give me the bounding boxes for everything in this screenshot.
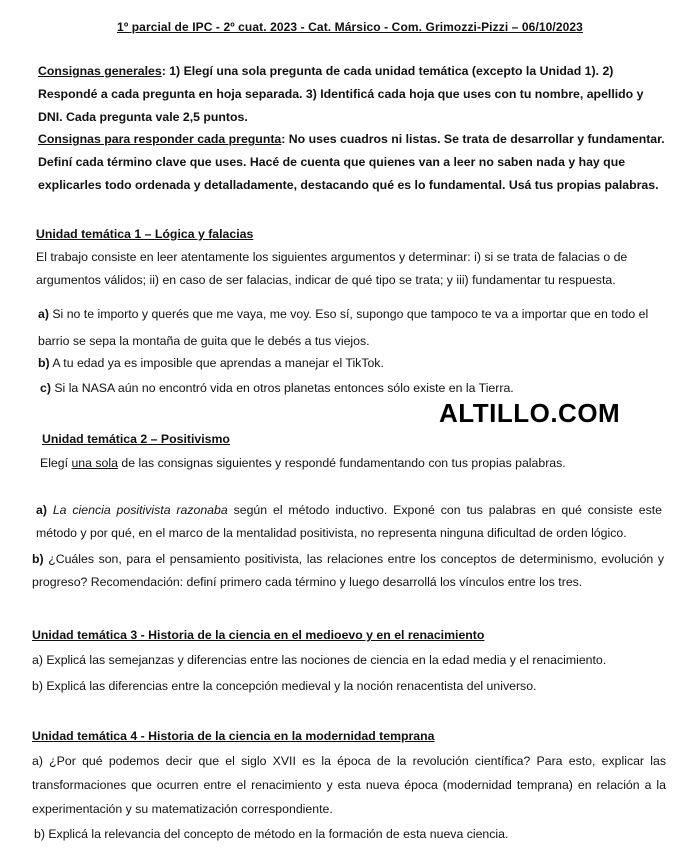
unit1-item-c-label: c)	[40, 381, 51, 395]
unit2-heading: Unidad temática 2 – Positivismo	[42, 432, 230, 446]
unit2-intro-pre: Elegí	[40, 456, 72, 470]
unit2-intro-post: de las consignas siguientes y respondé fundamentando con tus propias palabras.	[117, 456, 566, 470]
unit1-item-a	[38, 301, 670, 355]
unit2-item-a-text: según el método inductivo. Exponé con tus palabras en qué consiste este método y por qué, en el marco de la mentalidad positivista, no representa ninguna dificultad de orden lógico.	[36, 503, 662, 540]
unit2-item-a-label: a)	[36, 503, 47, 517]
unit3-item-a: a) Explicá las semejanzas y diferencias entre las nociones de ciencia en la edad media y el renacimiento.	[32, 653, 607, 667]
unit1-item-a-text: Si no te importo y querés que me vaya, me voy. Eso sí, supongo que tampoco te va a importar que en todo el barrio se sepa la montaña de guita que le debés a tus viejos.	[38, 307, 649, 348]
unit3-heading: Unidad temática 3 - Historia de la ciencia en el medioevo y en el renacimiento	[32, 628, 485, 642]
unit1-item-b	[38, 352, 658, 375]
unit2-item-a-italic: La ciencia positivista razonaba	[46, 503, 228, 517]
response-instructions-label: Consignas para responder cada pregunta	[38, 132, 282, 146]
response-instructions	[38, 128, 668, 197]
unit1-item-b-label: b)	[38, 356, 50, 370]
general-instructions-text: : 1) Elegí una sola pregunta de cada unidad temática (excepto la Unidad 1). 2) Respondé a cada pregunta en hoja separada. 3) Identificá cada hoja que uses con tu nombre, apellido y DNI. Cada pregunta vale 2,5 puntos.	[38, 64, 644, 124]
unit1-item-c-text: Si la NASA aún no encontró vida en otros planetas entonces sólo existe en la Tierra.	[50, 381, 514, 395]
unit2-intro	[40, 452, 660, 475]
unit3-item-b: b) Explicá las diferencias entre la concepción medieval y la noción renacentista del universo.	[32, 679, 537, 693]
unit1-item-a-label: a)	[38, 307, 49, 321]
unit2-item-b	[32, 548, 664, 594]
unit4-heading: Unidad temática 4 - Historia de la ciencia en la modernidad temprana	[32, 729, 435, 743]
unit2-item-b-label: b)	[32, 552, 44, 566]
unit4-item-b: b) Explicá la relevancia del concepto de método en la formación de esta nueva ciencia.	[34, 827, 509, 841]
exam-header: 1º parcial de IPC - 2º cuat. 2023 - Cat. Mársico - Com. Grimozzi-Pizzi – 06/10/2023	[117, 20, 583, 34]
unit1-item-c	[40, 377, 660, 400]
unit1-item-b-text: A tu edad ya es imposible que aprendas a manejar el TikTok.	[49, 356, 384, 370]
watermark-logo: ALTILLO.COM	[439, 398, 621, 428]
unit2-item-b-text: ¿Cuáles son, para el pensamiento positivista, las relaciones entre los conceptos de determinismo, evolución y progreso? Recomendación: definí primero cada término y luego desarrollá los vínculos entre los tres.	[32, 552, 664, 589]
response-instructions-text: : No uses cuadros ni listas. Se trata de desarrollar y fundamentar. Definí cada término clave que uses. Hacé de cuenta que quienes van a leer no saben nada y hay que explicarles todo ordenada y detalladamente, destacando qué es lo fundamental. Usá tus propias palabras.	[38, 132, 665, 192]
general-instructions	[38, 60, 666, 129]
unit4-item-a: a) ¿Por qué podemos decir que el siglo XVII es la época de la revolución científica? Para esto, explicar las transformaciones que ocurren entre el renacimiento y esta nueva época (modernidad temprana) en relación a la experimentación y su matematización correspondiente.	[32, 754, 666, 816]
unit1-intro: El trabajo consiste en leer atentamente los siguientes argumentos y determinar: i) si se trata de falacias o de argumentos válidos; ii) en caso de ser falacias, indicar de qué tipo se trata; y iii) fundamentar tu respuesta.	[36, 250, 628, 287]
unit2-item-a	[36, 499, 662, 545]
general-instructions-label: Consignas generales	[38, 64, 162, 78]
unit1-heading: Unidad temática 1 – Lógica y falacias	[36, 227, 254, 241]
unit2-intro-emphasis: una sola	[71, 456, 118, 470]
